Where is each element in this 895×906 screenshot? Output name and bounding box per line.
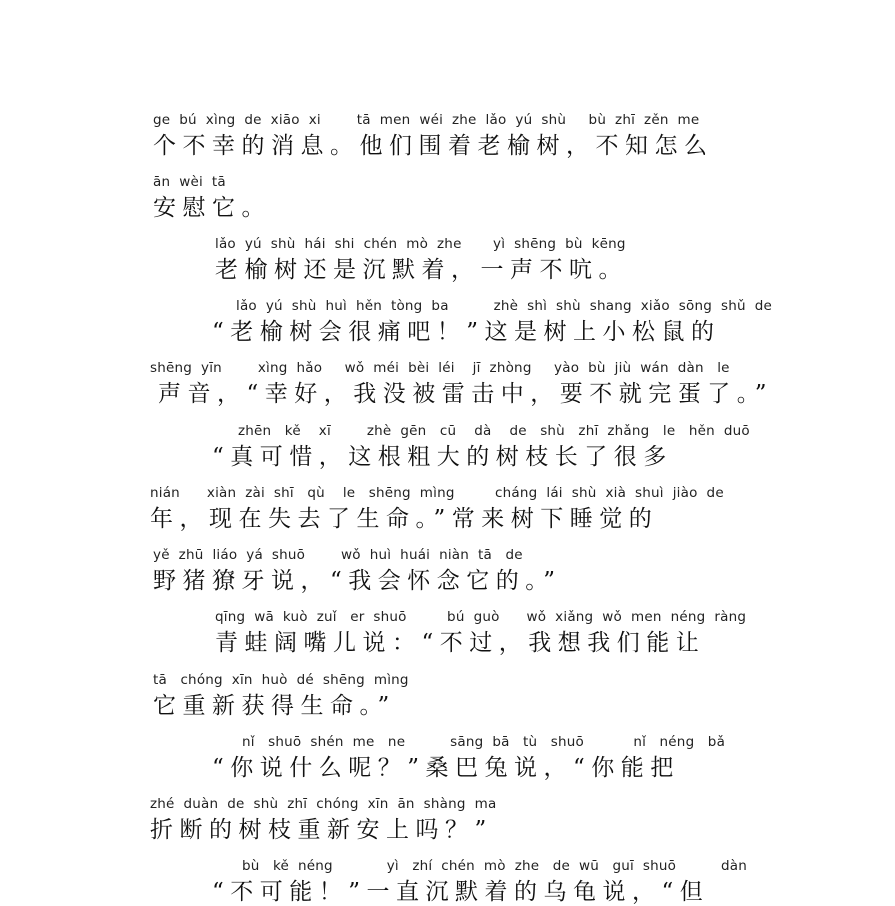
pinyin-text: ān wèi tā bbox=[153, 174, 226, 190]
chinese-text: “不可能！”一直沉默着的乌龟说，“但 bbox=[212, 879, 710, 905]
chinese-text: 老榆树还是沉默着，一声不吭。 bbox=[215, 257, 628, 283]
chinese-text: 安慰它。 bbox=[153, 195, 271, 221]
pinyin-text: tā chóng xīn huò dé shēng mìng bbox=[153, 672, 409, 688]
chinese-text: “真可惜，这根粗大的树枝长了很多 bbox=[212, 444, 673, 470]
pinyin-text: qīng wā kuò zuǐ er shuō bú guò wǒ xiǎng wǒ men néng ràng bbox=[215, 609, 747, 625]
chinese-text: 年，现在失去了生命。”常来树下睡觉的 bbox=[150, 506, 659, 532]
chinese-text: “老榆树会很痛吧！”这是树上小松鼠的 bbox=[212, 319, 721, 345]
chinese-text: 它重新获得生命。” bbox=[153, 693, 396, 719]
chinese-text: 折断的树枝重新安上吗？” bbox=[150, 817, 493, 843]
pinyin-text: nǐ shuō shén me ne sāng bā tù shuō nǐ néng bǎ bbox=[242, 734, 726, 750]
pinyin-text: zhēn kě xī zhè gēn cū dà de shù zhī zhǎng le hěn duō bbox=[238, 423, 750, 439]
chinese-text: 野猪獠牙说，“我会怀念它的。” bbox=[153, 568, 562, 594]
pinyin-text: yě zhū liáo yá shuō wǒ huì huái niàn tā de bbox=[153, 547, 523, 563]
pinyin-text: zhé duàn de shù zhī chóng xīn ān shàng ma bbox=[150, 796, 497, 812]
pinyin-text: nián xiàn zài shī qù le shēng mìng cháng lái shù xià shuì jiào de bbox=[150, 485, 724, 501]
pinyin-text: lǎo yú shù huì hěn tòng ba zhè shì shù shang xiǎo sōng shǔ de bbox=[236, 298, 772, 314]
chinese-text: 个不幸的消息。他们围着老榆树，不知怎么 bbox=[153, 133, 714, 159]
pinyin-text: lǎo yú shù hái shi chén mò zhe yì shēng bù kēng bbox=[215, 236, 626, 252]
pinyin-text: shēng yīn xìng hǎo wǒ méi bèi léi jī zhòng yào bù jiù wán dàn le bbox=[150, 360, 730, 376]
pinyin-text: ge bú xìng de xiāo xi tā men wéi zhe lǎo yú shù bù zhī zěn me bbox=[153, 112, 700, 128]
chinese-text: “你说什么呢？”桑巴兔说，“你能把 bbox=[212, 755, 680, 781]
chinese-text: 声音，“幸好，我没被雷击中，要不就完蛋了。” bbox=[158, 381, 774, 407]
chinese-text: 青蛙阔嘴儿说：“不过，我想我们能让 bbox=[215, 630, 706, 656]
pinyin-text: bù kě néng yì zhí chén mò zhe de wū guī shuō dàn bbox=[242, 858, 748, 874]
